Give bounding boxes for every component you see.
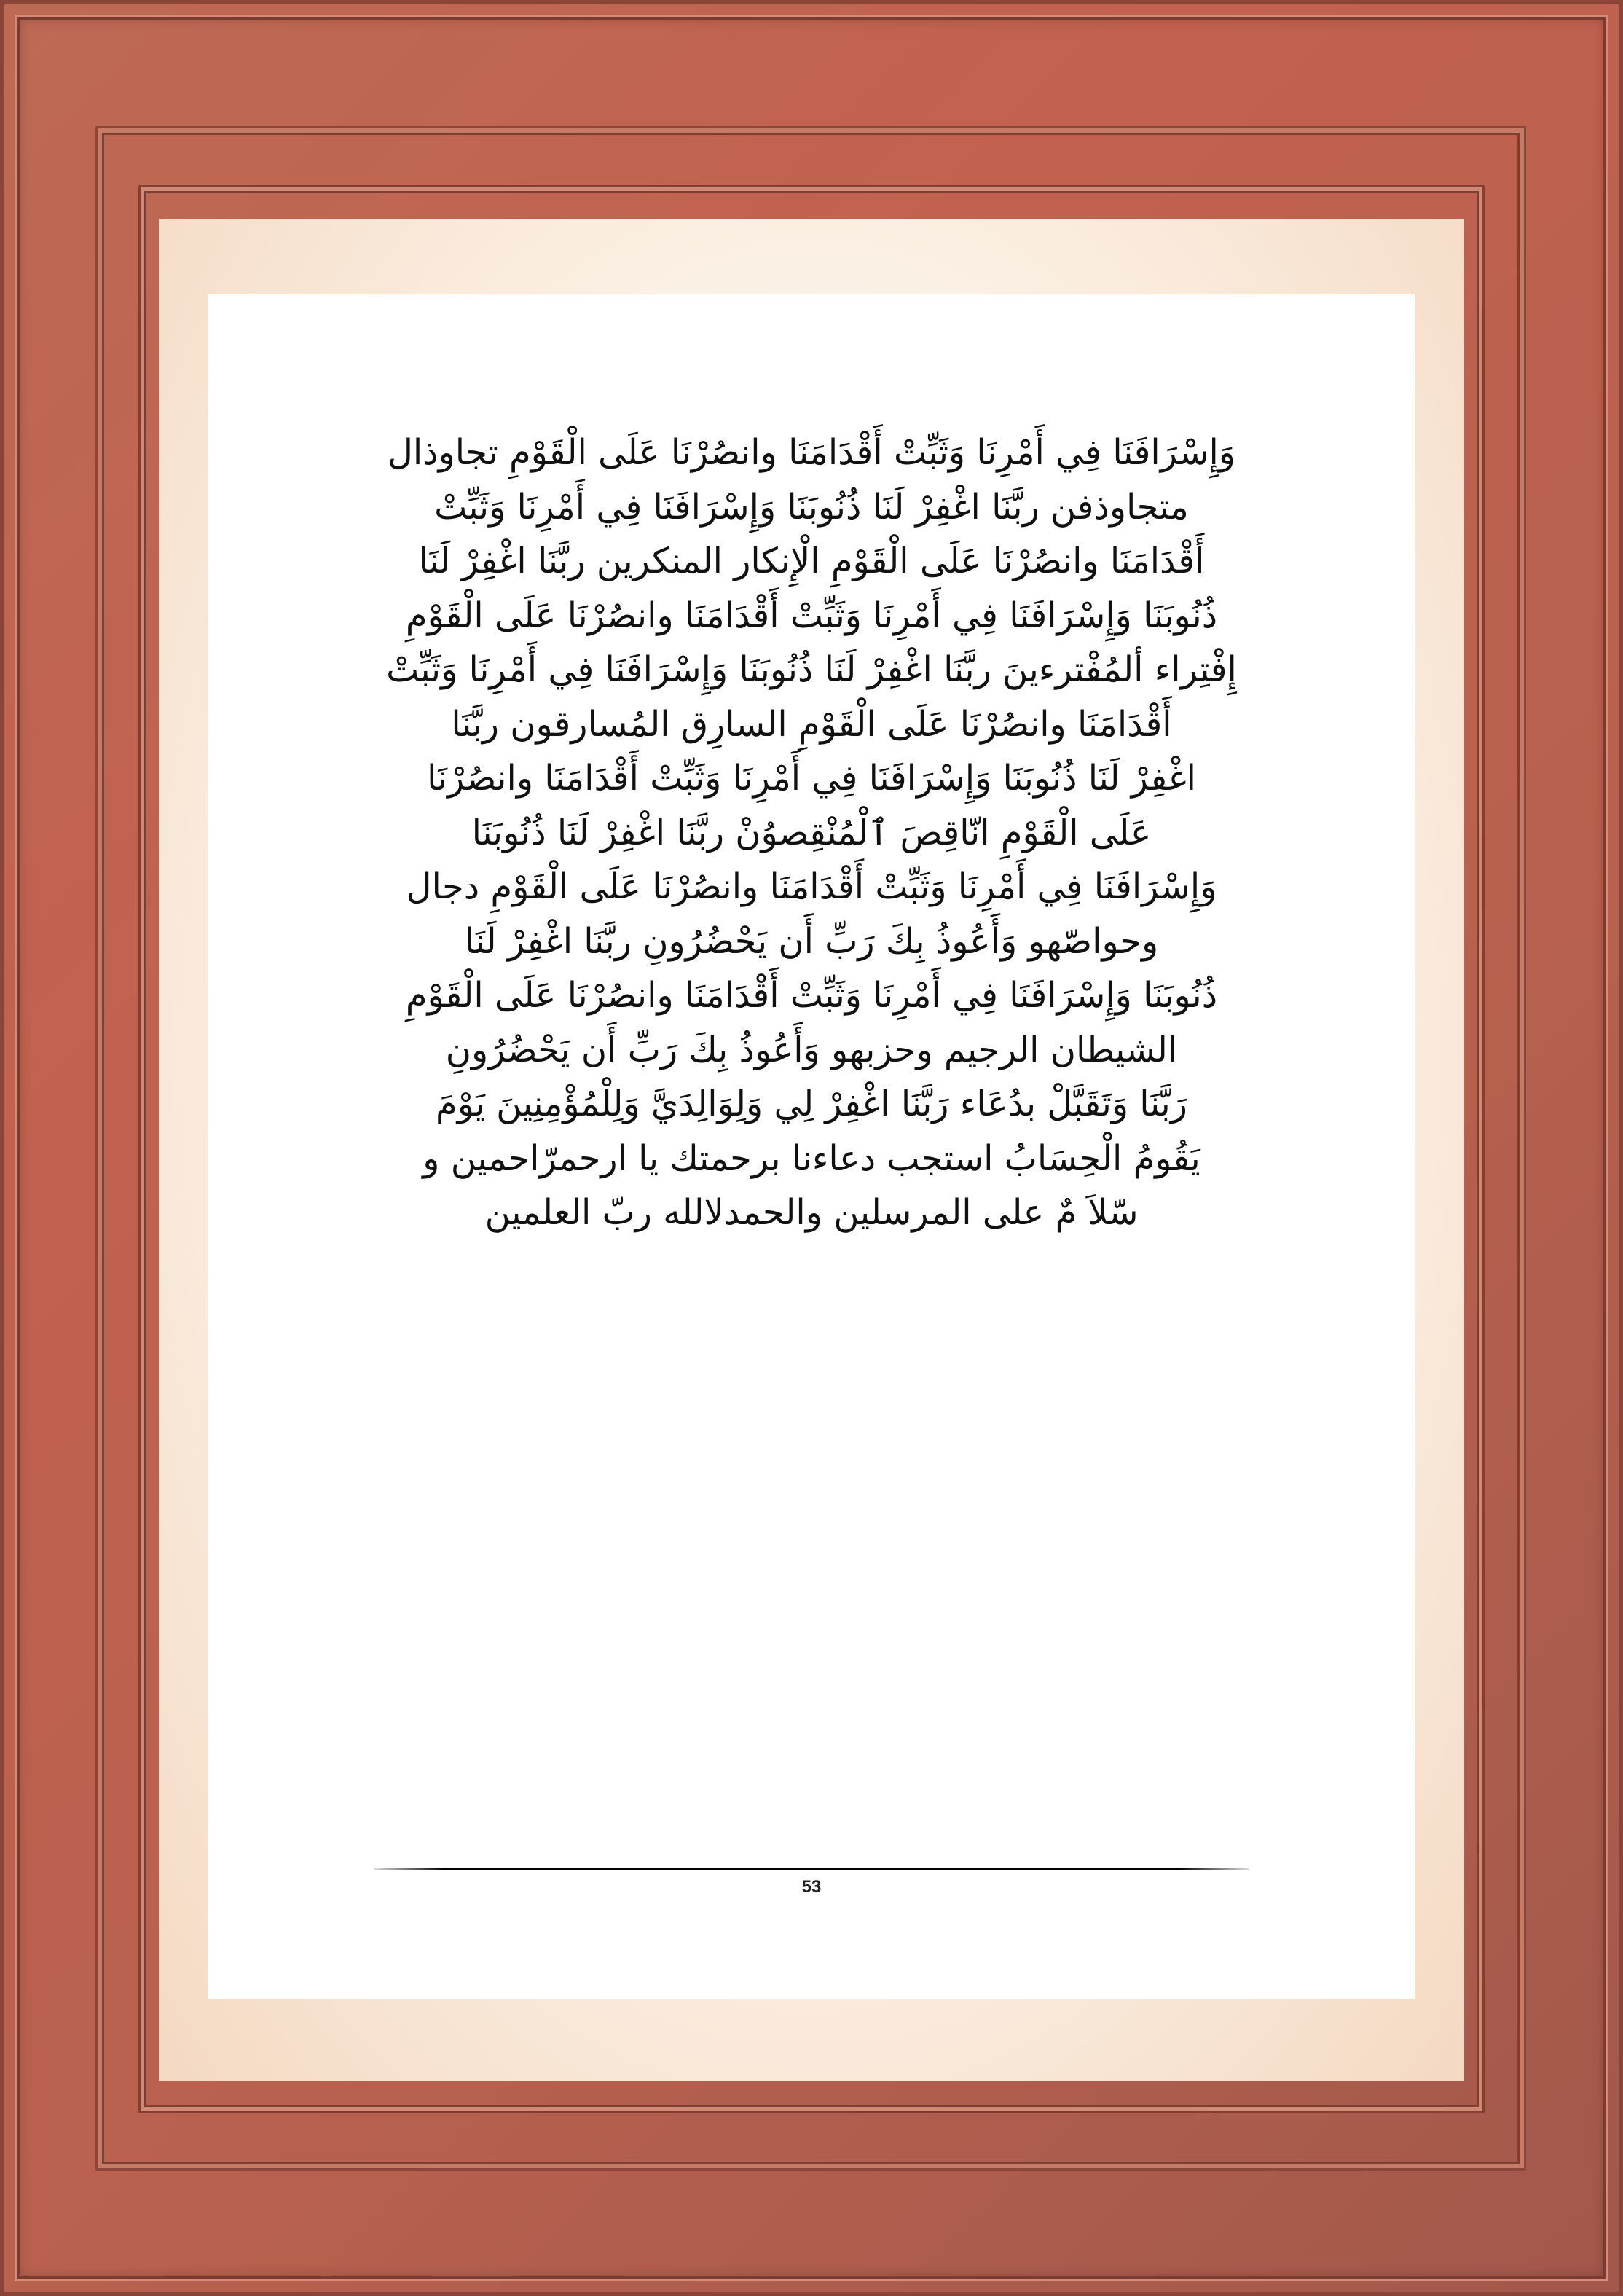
text-line: متجاوذفن ربَّنَا اغْفِرْ لَنَا ذُنُوبَنَا وَإِسْرَافَنَا فِي أَمْرِنَا وَثَبِّتْ [434, 486, 1189, 528]
text-line: سّلاَ مٌ على المرسلين والحمدلالله ربّ العلمين [484, 1192, 1139, 1233]
text-line: وَإِسْرَافَنَا فِي أَمْرِنَا وَثَبِّتْ أَقْدَامَنَا وانصُرْنَا عَلَى الْقَوْمِ تجاوذال [388, 432, 1235, 473]
text-line: عَلَى الْقَوْمِ انّاقِصَ ٱلْمُنْقِصوُنْ ربَّنَا اغْفِرْ لَنَا ذُنُوبَنَا [471, 812, 1152, 853]
text-line: رَبَّنَا وَتَقَبَّلْ بدُعَاء رَبَّنَا اغْفِرْ لِي وَلِوَالِدَيَّ وَلِلْمُؤْمِنِينَ يَوْمَ [436, 1084, 1187, 1124]
document-page [208, 294, 1415, 1999]
text-line: يَقُومُ الْحِسَابُ استجب دعاءنا برحمتك يا ارحمرّاحمين و [423, 1137, 1200, 1179]
text-line: ذُنُوبَنَا وَإِسْرَافَنَا فِي أَمْرِنَا وَثَبِّتْ أَقْدَامَنَا وانصُرْنَا عَلَى الْقَوْمِ [405, 975, 1218, 1016]
text-line: أَقْدَامَنَا وانصُرْنَا عَلَى الْقَوْمِ الْإِنكار المنكرين ربَّنَا اغْفِرْ لَنَا [418, 541, 1205, 581]
text-line: اغْفِرْ لَنَا ذُنُوبَنَا وَإِسْرَافَنَا فِي أَمْرِنَا وَثَبِّتْ أَقْدَامَنَا وانصُرْنَا [427, 758, 1196, 799]
page-number: 53 [801, 1877, 822, 1897]
text-line: ذُنُوبَنَا وَإِسْرَافَنَا فِي أَمْرِنَا وَثَبِّتْ أَقْدَامَنَا وانصُرْنَا عَلَى الْقَوْمِ [405, 595, 1218, 636]
text-line: وَإِسْرَافَنَا فِي أَمْرِنَا وَثَبِّتْ أَقْدَامَنَا وانصُرْنَا عَلَى الْقَوْمِ دجال [406, 866, 1217, 907]
text-line: أَقْدَامَنَا وانصُرْنَا عَلَى الْقَوْمِ السارِق المُسارقون ربَّنَا [451, 703, 1172, 745]
footer-rule [374, 1868, 1249, 1870]
arabic-text-block [361, 426, 1262, 1240]
text-line: الشيطان الرجيم وحزبهو وَأَعُوذُ بِكَ رَبِّ أَن يَحْضُرُونِ [445, 1029, 1178, 1070]
text-line: وحواصّهو وَأَعُوذُ بِكَ رَبِّ أَن يَحْضُرُونِ ربَّنَا اغْفِرْ لَنَا [464, 920, 1159, 962]
text-line: إِفْتِراء ألمُفْترءينَ ربَّنَا اغْفِرْ لَنَا ذُنُوبَنَا وَإِسْرَافَنَا فِي أَمْرِنَا وَثَبِّتْ [386, 649, 1237, 690]
